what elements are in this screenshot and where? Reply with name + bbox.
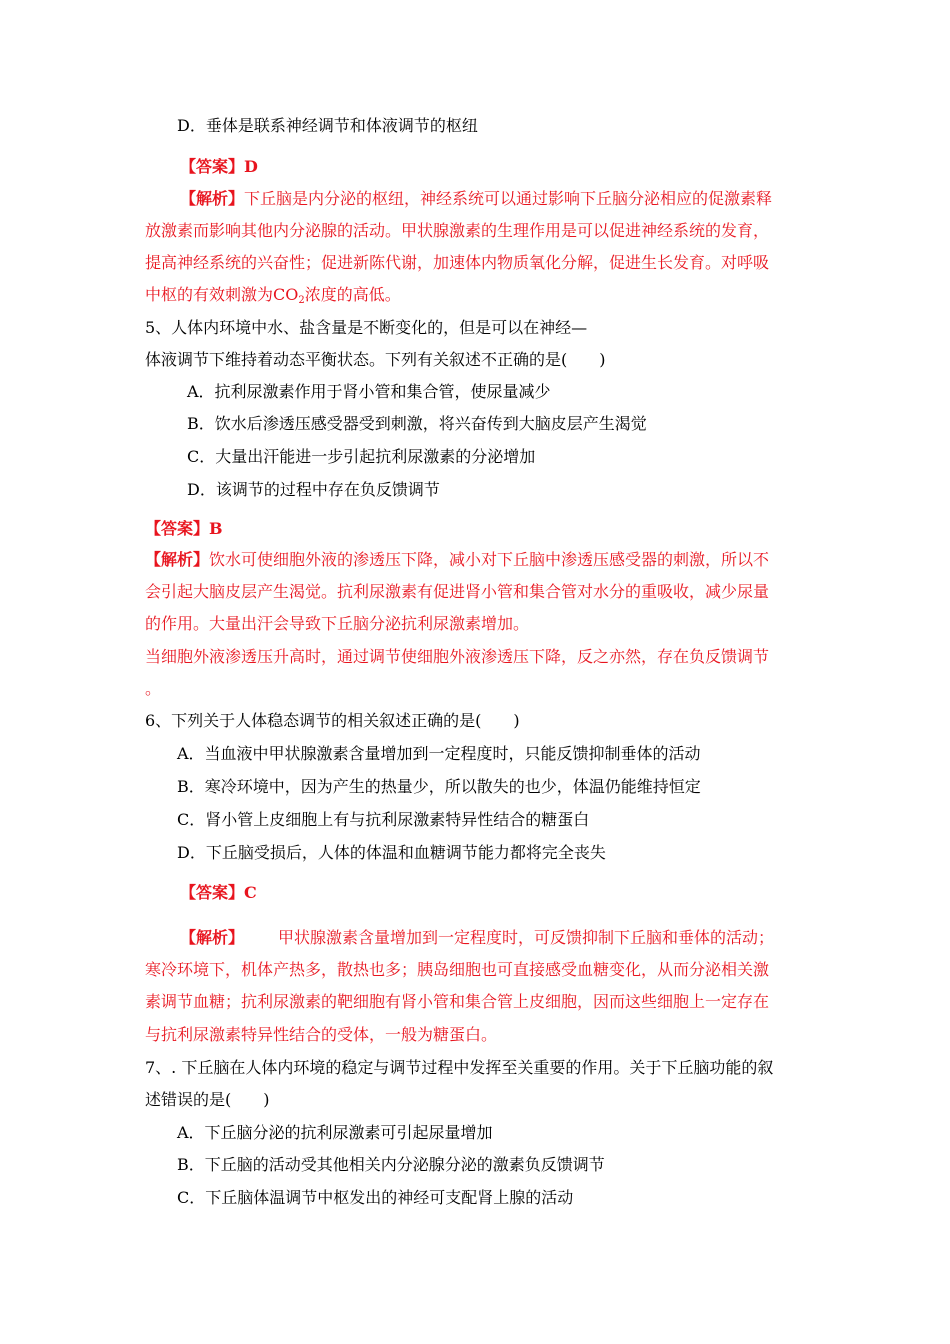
q5-option-b: B．饮水后渗透压感受器受到刺激，将兴奋传到大脑皮层产生渴觉 bbox=[187, 414, 647, 433]
q4-analysis-line-2: 放激素而影响其他内分泌腺的活动。甲状腺激素的生理作用是可以促进神经系统的发育， bbox=[145, 221, 770, 240]
answer-value: D bbox=[244, 157, 258, 176]
q6-option-b: B．寒冷环境中，因为产生的热量少，所以散失的也少，体温仍能维持恒定 bbox=[177, 777, 701, 796]
q5-analysis-line-3: 的作用。大量出汗会导致下丘脑分泌抗利尿激素增加。 bbox=[145, 614, 530, 633]
q5-option-a: A．抗利尿激素作用于肾小管和集合管，使尿量减少 bbox=[187, 382, 551, 401]
q6-stem: 6、下列关于人体稳态调节的相关叙述正确的是( ) bbox=[145, 711, 520, 730]
q6-option-c: C．肾小管上皮细胞上有与抗利尿激素特异性结合的糖蛋白 bbox=[177, 810, 590, 829]
q6-analysis-line-3: 素调节血糖；抗利尿激素的靶细胞有肾小管和集合管上皮细胞，因而这些细胞上一定存在 bbox=[145, 992, 770, 1011]
answer-value: C bbox=[244, 883, 257, 902]
q4-option-d: D．垂体是联系神经调节和体液调节的枢纽 bbox=[177, 116, 478, 135]
subscript: 2 bbox=[298, 295, 305, 306]
q4-analysis-line-4 bbox=[145, 285, 401, 305]
q6-option-a: A．当血液中甲状腺激素含量增加到一定程度时，只能反馈抑制垂体的活动 bbox=[177, 744, 701, 763]
q7-stem-line-1: 7、. 下丘脑在人体内环境的稳定与调节过程中发挥至关重要的作用。关于下丘脑功能的叙 bbox=[145, 1058, 774, 1077]
answer-label: 【答案】 bbox=[180, 157, 245, 176]
analysis-label: 【解析】 bbox=[180, 928, 245, 947]
q5-stem-line-1: 5、人体内环境中水、盐含量是不断变化的，但是可以在神经— bbox=[145, 318, 588, 337]
analysis-label: 【解析】 bbox=[180, 189, 245, 208]
q4-analysis-line-3: 提高神经系统的兴奋性；促进新陈代谢，加速体内物质氧化分解，促进生长发育。对呼吸 bbox=[145, 253, 770, 272]
q5-option-d: D．该调节的过程中存在负反馈调节 bbox=[187, 480, 440, 499]
answer-label: 【答案】 bbox=[145, 519, 210, 538]
answer-value: B bbox=[209, 519, 223, 538]
analysis-text: 浓度的高低。 bbox=[304, 285, 401, 304]
q5-analysis-line-1 bbox=[145, 550, 769, 570]
q4-answer bbox=[180, 157, 258, 177]
q6-answer bbox=[180, 883, 257, 903]
q5-analysis-line-4: 当细胞外液渗透压升高时，通过调节使细胞外液渗透压下降，反之亦然，存在负反馈调节 bbox=[145, 647, 770, 666]
analysis-text: 中枢的有效刺激为CO bbox=[145, 285, 299, 304]
q5-option-c: C．大量出汗能进一步引起抗利尿激素的分泌增加 bbox=[187, 447, 536, 466]
q6-analysis-line-2: 寒冷环境下，机体产热多，散热也多；胰岛细胞也可直接感受血糖变化，从而分泌相关激 bbox=[145, 960, 770, 979]
analysis-text: 甲状腺激素含量增加到一定程度时，可反馈抑制下丘脑和垂体的活动； bbox=[278, 928, 775, 947]
analysis-text: 下丘脑是内分泌的枢纽，神经系统可以通过影响下丘脑分泌相应的促激素释 bbox=[244, 189, 773, 208]
q4-analysis-line-1 bbox=[180, 189, 772, 209]
analysis-text: 饮水可使细胞外液的渗透压下降，减小对下丘脑中渗透压感受器的刺激，所以不 bbox=[209, 550, 770, 569]
q7-option-c: C．下丘脑体温调节中枢发出的神经可支配肾上腺的活动 bbox=[177, 1188, 574, 1207]
answer-label: 【答案】 bbox=[180, 883, 245, 902]
q5-analysis-line-2: 会引起大脑皮层产生渴觉。抗利尿激素有促进肾小管和集合管对水分的重吸收，减少尿量 bbox=[145, 582, 770, 601]
q7-option-b: B．下丘脑的活动受其他相关内分泌腺分泌的激素负反馈调节 bbox=[177, 1155, 605, 1174]
q5-stem-line-2: 体液调节下维持着动态平衡状态。下列有关叙述不正确的是( ) bbox=[145, 350, 606, 369]
q7-option-a: A．下丘脑分泌的抗利尿激素可引起尿量增加 bbox=[177, 1123, 493, 1142]
q6-analysis-line-4: 与抗利尿激素特异性结合的受体，一般为糖蛋白。 bbox=[145, 1025, 498, 1044]
q7-stem-line-2: 述错误的是( ) bbox=[145, 1090, 270, 1109]
q5-analysis-line-5: 。 bbox=[145, 679, 162, 698]
q6-analysis-line-1 bbox=[180, 928, 774, 948]
q6-option-d: D．下丘脑受损后，人体的体温和血糖调节能力都将完全丧失 bbox=[177, 843, 606, 862]
q5-answer bbox=[145, 519, 223, 539]
analysis-label: 【解析】 bbox=[145, 550, 210, 569]
